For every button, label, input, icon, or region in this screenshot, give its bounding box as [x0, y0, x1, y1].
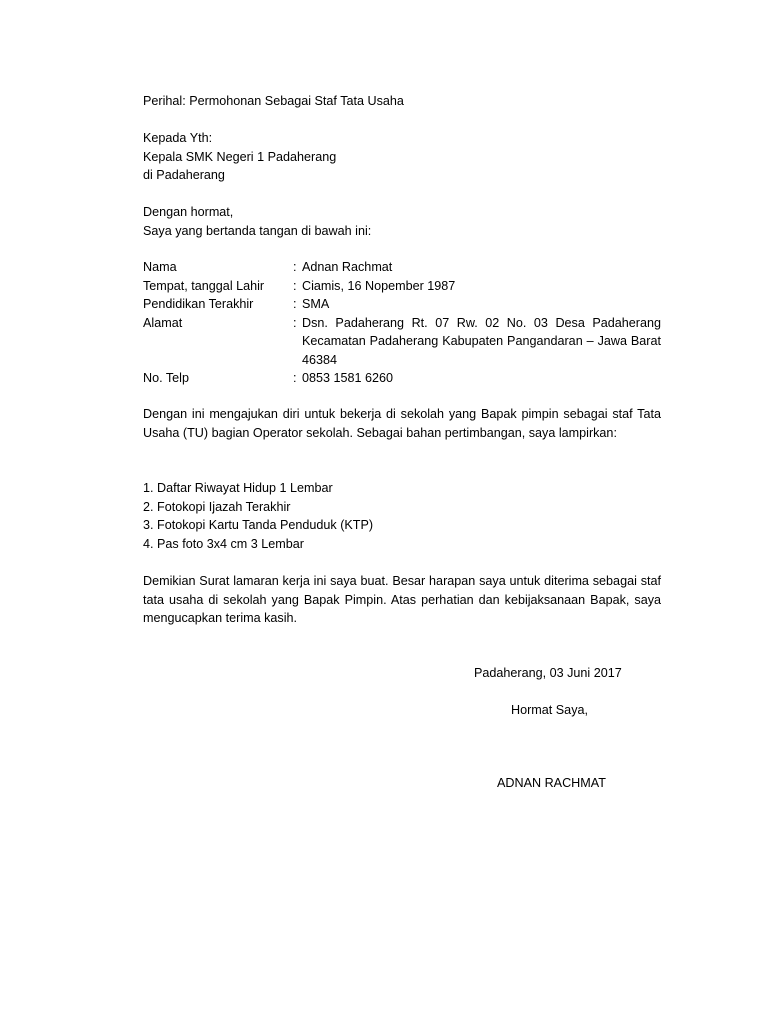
- attachment-list: [143, 479, 661, 553]
- identity-value: Adnan Rachmat: [302, 260, 393, 274]
- identity-colon: :: [293, 297, 297, 311]
- identity-label: Pendidikan Terakhir: [143, 297, 254, 311]
- list-item: 3. Fotokopi Kartu Tanda Penduduk (KTP): [143, 518, 374, 532]
- identity-row-birth: [143, 277, 661, 296]
- subject-line: [143, 92, 661, 111]
- closing-paragraph-block: [143, 572, 661, 628]
- intro-text: Saya yang bertanda tangan di bawah ini:: [143, 223, 372, 238]
- recipient-name: Kepala SMK Negeri 1 Padaherang: [143, 149, 337, 164]
- identity-label: Alamat: [143, 315, 183, 330]
- list-item: 4. Pas foto 3x4 cm 3 Lembar: [143, 536, 305, 551]
- closing-paragraph: Demikian Surat lamaran kerja ini saya buat. Besar harapan saya untuk diterima sebagai staf tata usaha di sekolah yang Bapak Pimpin. Atas perhatian dan kebijaksanaan Bapak, saya mengucapkan terima kasih.: [143, 574, 661, 625]
- identity-row-address: [143, 314, 661, 370]
- body-paragraph: Dengan ini mengajukan diri untuk bekerja di sekolah yang Bapak pimpin sebagai staf Tata Usaha (TU) bagian Operator sekolah. Sebagai bahan pertimbangan, saya lampirkan:: [143, 407, 661, 440]
- body-paragraph-block: [143, 405, 661, 442]
- identity-table: [143, 258, 661, 388]
- recipient-place: di Padaherang: [143, 168, 225, 182]
- identity-colon: :: [293, 278, 297, 293]
- signature-name: ADNAN RACHMAT: [497, 776, 606, 790]
- salutation: Dengan hormat,: [143, 205, 234, 219]
- identity-colon: :: [293, 260, 297, 274]
- letter-page: [143, 0, 661, 1024]
- list-item: 2. Fotokopi Ijazah Terakhir: [143, 499, 291, 514]
- identity-label: No. Telp: [143, 371, 189, 385]
- identity-row-education: [143, 295, 661, 314]
- recipient-greeting: Kepada Yth:: [143, 131, 213, 145]
- identity-label: Nama: [143, 260, 177, 274]
- identity-value: 0853 1581 6260: [302, 371, 394, 385]
- signature-regards: Hormat Saya,: [511, 703, 588, 717]
- identity-row-phone: [143, 369, 661, 388]
- opening-block: [143, 203, 661, 240]
- identity-value: SMA: [302, 297, 330, 311]
- identity-colon: :: [293, 315, 297, 330]
- signature-place-date: Padaherang, 03 Juni 2017: [474, 666, 622, 680]
- subject-text: Perihal: Permohonan Sebagai Staf Tata Usaha: [143, 94, 404, 108]
- identity-row-name: [143, 258, 661, 277]
- identity-value: Dsn. Padaherang Rt. 07 Rw. 02 No. 03 Desa Padaherang Kecamatan Padaherang Kabupaten Pangandaran – Jawa Barat 46384: [302, 315, 661, 367]
- list-item: 1. Daftar Riwayat Hidup 1 Lembar: [143, 481, 333, 495]
- identity-label: Tempat, tanggal Lahir: [143, 278, 265, 293]
- identity-value: Ciamis, 16 Nopember 1987: [302, 278, 456, 293]
- identity-colon: :: [293, 371, 297, 385]
- recipient-block: [143, 129, 661, 185]
